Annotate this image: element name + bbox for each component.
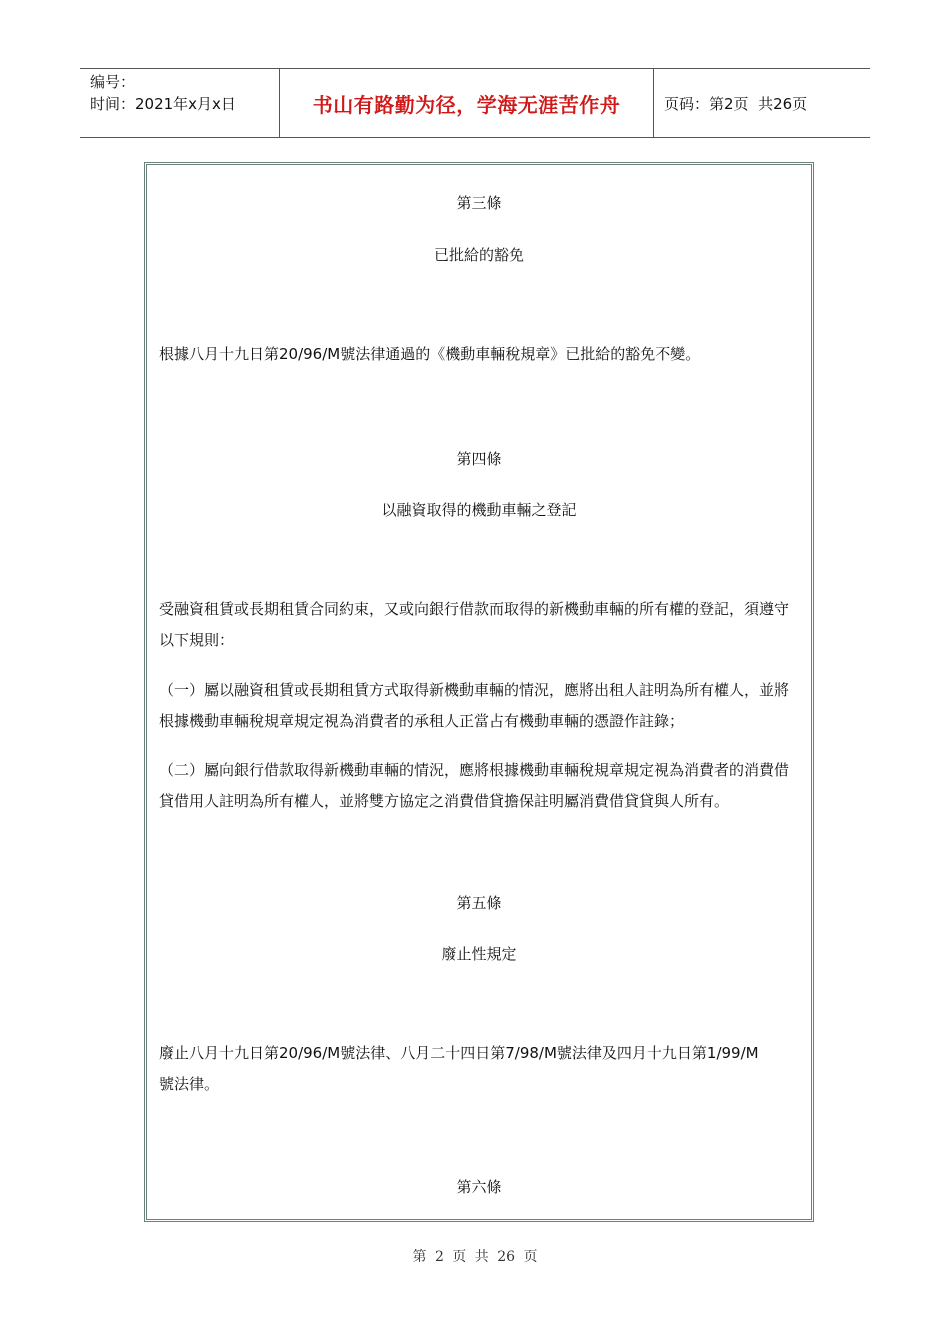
article-6-title: 第六條 xyxy=(456,1178,502,1196)
page-footer: 第 2 页 共 26 页 xyxy=(412,1249,538,1265)
article-4-text: 受融資租賃或長期租賃合同約束，又或向銀行借款而取得的新機動車輛的所有權的登記，須遵守以下規則： xyxy=(159,600,790,649)
article-5-title: 第五條 xyxy=(456,894,502,912)
article-3-title: 第三條 xyxy=(456,194,502,212)
article-5-subtitle: 廢止性規定 xyxy=(441,945,517,963)
page-info: 页码：第2页 共26页 xyxy=(664,94,808,113)
header-meta xyxy=(80,69,280,137)
article-4-item-1: （一）屬以融資租賃或長期租賃方式取得新機動車輛的情況，應將出租人註明為所有權人，並將根據機動車輛稅規章規定視為消費者的承租人正當占有機動車輛的憑證作註錄； xyxy=(159,681,790,730)
page-header xyxy=(80,68,870,138)
article-4-title: 第四條 xyxy=(456,450,502,468)
article-3-text: 根據八月十九日第20/96/M號法律通過的《機動車輛稅規章》已批給的豁免不變。 xyxy=(159,345,701,363)
document-number-label: 编号： xyxy=(90,73,136,91)
article-5-text: 廢止八月十九日第20/96/M號法律、八月二十四日第7/98/M號法律及四月十九日第1/99/M號法律。 xyxy=(159,1044,759,1093)
motto: 书山有路勤为径，学海无涯苦作舟 xyxy=(312,92,621,117)
document-date: 时间：2021年x月x日 xyxy=(90,95,236,113)
content-frame xyxy=(144,162,814,1222)
article-4-item-2: （二）屬向銀行借款取得新機動車輛的情況，應將根據機動車輛稅規章規定視為消費者的消費借貸借用人註明為所有權人，並將雙方協定之消費借貸擔保註明屬消費借貸貸與人所有。 xyxy=(159,761,790,810)
header-motto-cell xyxy=(280,69,654,137)
header-page-cell xyxy=(654,69,870,137)
article-3-subtitle: 已批給的豁免 xyxy=(433,246,524,264)
article-4-subtitle: 以融資取得的機動車輛之登記 xyxy=(381,501,577,519)
